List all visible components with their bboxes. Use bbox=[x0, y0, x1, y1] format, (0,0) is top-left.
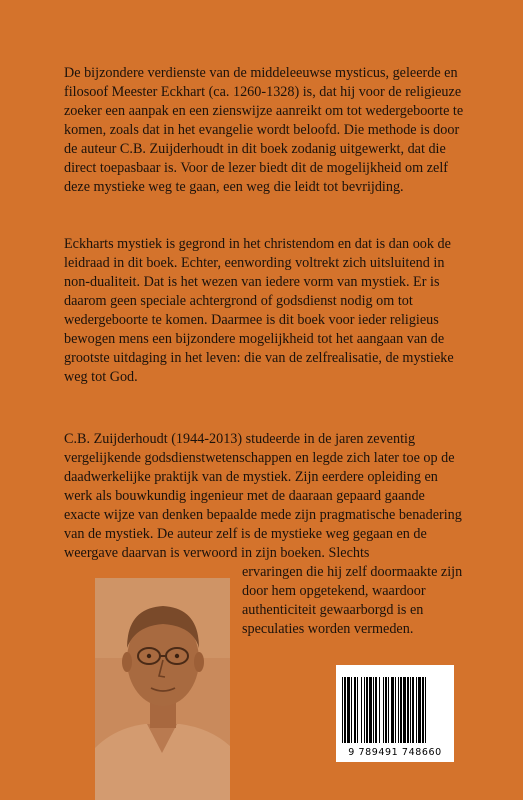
barcode-bars bbox=[340, 677, 450, 743]
blurb-paragraph-1: De bijzondere verdienste van de middeleeuwse mysticus, geleerde en filosoof Meester Eckhart (ca. 1260-1328) is, dat hij voor de religieuze zoeker een aanpak en een zienswijze aanreikt om tot wedergeboorte te komen, zoals dat in het evangelie wordt beloofd. Die methode is door de auteur C.B. Zuijderhoudt in dit boek zodanig uitgewerkt, dat die direct toepasbaar is. Voor de lezer biedt dit de mogelijkheid om zelf deze mystieke weg te gaan, een weg die leidt tot bevrijding. bbox=[64, 65, 464, 195]
author-photo bbox=[95, 578, 230, 800]
blurb-paragraph-2: Eckharts mystiek is gegrond in het christendom en dat is dan ook de leidraad in dit boek. Echter, eenwording voltrekt zich uitsluitend in non-dualiteit. Dat is het wezen van iedere vorm van mystiek. Er is daarom geen speciale achtergrond of godsdienst nodig om tot wedergeboorte te komen. Daarmee is dit boek voor ieder religieus bewogen mens een bijzondere mogelijkheid tot het aangaan van de grootste uitdaging in het leven: die van de zelfrealisatie, de mystieke weg tot God. bbox=[64, 236, 454, 385]
author-bio: C.B. Zuijderhoudt (1944-2013) studeerde in de jaren zeventig vergelijkende godsdienstwetenschappen en legde zich later toe op de daadwerkelijke praktijk van de mystiek. Zijn eerdere opleiding en werk als bouwkundig ingenieur met de daaraan gepaard gaande exacte wijze van denken bepaalde mede zijn pragmatische benadering van de mystiek. De auteur zelf is de mystieke weg gegaan en de weergave daarvan is verwoord in zijn boeken. Slechts bbox=[64, 431, 462, 561]
author-bio-continued: ervaringen die hij zelf doormaakte zijn door hem opgetekend, waardoor authenticiteit gewaarborgd is en speculaties worden vermeden. bbox=[242, 564, 463, 637]
isbn-number: 9 789491 748660 bbox=[348, 747, 442, 758]
isbn-barcode bbox=[336, 665, 454, 762]
